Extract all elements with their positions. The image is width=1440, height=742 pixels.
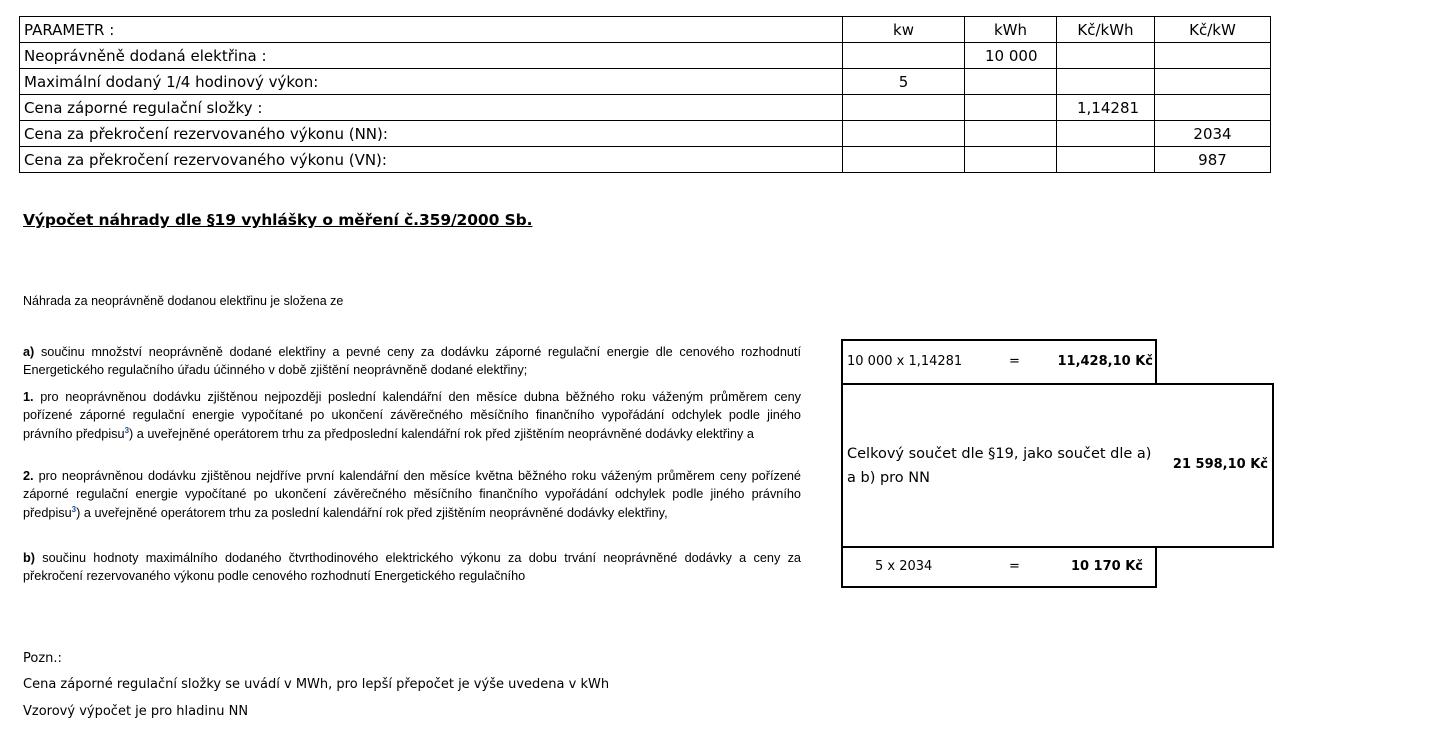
paragraph-2: [23, 467, 801, 522]
cell-kw: [843, 147, 965, 173]
cell-kw: [843, 95, 965, 121]
cell-kc-kwh: [1057, 43, 1155, 69]
note-title: Pozn.:: [23, 651, 62, 666]
calc-box-a: [841, 339, 1157, 385]
cell-kw: [843, 43, 965, 69]
note-line-2: Vzorový výpočet je pro hladinu NN: [23, 704, 249, 719]
paragraph-a: [23, 343, 801, 380]
calc-a-result: 11,428,10 Kč: [1057, 354, 1153, 369]
row-label: Cena za překročení rezervovaného výkonu (VN):: [20, 147, 843, 173]
cell-kc-kw: 2034: [1155, 121, 1271, 147]
table-row: [20, 147, 1271, 173]
calc-b-equals: =: [1009, 559, 1020, 574]
footnote-ref-1: 3: [124, 425, 130, 435]
text-b: součinu hodnoty maximálního dodaného čtvrthodinového elektrického výkonu za dobu trvání neoprávněné dodávky a ceny za překročení rezervovaného výkonu podle cenového rozhodnutí Energetického regulačního: [23, 551, 801, 584]
header-parametr: PARAMETR :: [20, 17, 843, 43]
label-b: b): [23, 551, 35, 565]
calc-b-expression: 5 x 2034: [875, 559, 933, 574]
total-box: [841, 383, 1274, 548]
table-row: [20, 69, 1271, 95]
calc-a-expression: 10 000 x 1,14281: [847, 354, 963, 369]
row-label: Neoprávněně dodaná elektřina :: [20, 43, 843, 69]
table-row: [20, 95, 1271, 121]
text-1-tail: ) a uveřejněné operátorem trhu za předposlední kalendářní rok před zjištěním neoprávněné dodávky elektřiny a: [129, 426, 754, 441]
cell-kwh: [965, 95, 1057, 121]
label-2: 2.: [23, 469, 34, 483]
text-2: pro neoprávněnou dodávku zjištěnou nejdříve první kalendářní den měsíce května běžného roku váženým průměrem ceny pořízené záporné regulační energie vypočítané po ukončení závěrečného měsíčního finančního vypořádání odchylek podle jiného právního předpisu: [23, 469, 801, 520]
cell-kc-kw: [1155, 43, 1271, 69]
text-2-tail: ) a uveřejněné operátorem trhu za poslední kalendářní rok před zjištěním neoprávněné dodávky elektřiny,: [76, 505, 668, 520]
section-heading: Výpočet náhrady dle §19 vyhlášky o měření č.359/2000 Sb.: [23, 211, 533, 229]
row-label: Maximální dodaný 1/4 hodinový výkon:: [20, 69, 843, 95]
calc-box-b: [841, 546, 1157, 588]
table-row: [20, 43, 1271, 69]
header-kc-kwh: Kč/kWh: [1057, 17, 1155, 43]
paragraph-b: [23, 549, 801, 586]
header-kw: kw: [843, 17, 965, 43]
table-header-row: [20, 17, 1271, 43]
header-kwh: kWh: [965, 17, 1057, 43]
header-kc-kw: Kč/kW: [1155, 17, 1271, 43]
calc-a-equals: =: [1009, 354, 1020, 369]
total-label: Celkový součet dle §19, jako součet dle a) a b) pro NN: [847, 446, 1152, 486]
calc-b-result: 10 170 Kč: [1070, 559, 1143, 574]
cell-kwh: [965, 121, 1057, 147]
table-row: [20, 121, 1271, 147]
intro-text: Náhrada za neoprávněně dodanou elektřinu je složena ze: [23, 294, 344, 308]
parameter-table: [19, 16, 1271, 173]
cell-kc-kwh: 1,14281: [1057, 95, 1155, 121]
cell-kwh: 10 000: [965, 43, 1057, 69]
row-label: Cena za překročení rezervovaného výkonu (NN):: [20, 121, 843, 147]
label-1: 1.: [23, 390, 34, 404]
paragraph-1: [23, 388, 801, 443]
row-label: Cena záporné regulační složky :: [20, 95, 843, 121]
text-a: součinu množství neoprávněně dodané elektřiny a pevné ceny za dodávku záporné regulační energie dle cenového rozhodnutí Energetického regulačního úřadu účinného v době zjištění neoprávněně dodané elektřiny;: [23, 345, 801, 378]
text-1: pro neoprávněnou dodávku zjištěnou nejpozději poslední kalendářní den měsíce dubna běžného roku váženým průměrem ceny pořízené záporné regulační energie vypočítané po ukončení závěrečného měsíčního finančního vypořádání odchylek podle jiného právního předpisu: [23, 390, 801, 441]
label-a: a): [23, 345, 35, 359]
cell-kc-kw: [1155, 69, 1271, 95]
cell-kwh: [965, 69, 1057, 95]
cell-kwh: [965, 147, 1057, 173]
cell-kw: [843, 121, 965, 147]
cell-kc-kwh: [1057, 121, 1155, 147]
footnote-ref-2: 3: [71, 504, 77, 514]
cell-kc-kwh: [1057, 147, 1155, 173]
total-value: 21 598,10 Kč: [1172, 457, 1268, 472]
cell-kc-kwh: [1057, 69, 1155, 95]
cell-kc-kw: [1155, 95, 1271, 121]
note-line-1: Cena záporné regulační složky se uvádí v MWh, pro lepší přepočet je výše uvedena v kWh: [23, 677, 610, 692]
cell-kc-kw: 987: [1155, 147, 1271, 173]
cell-kw: 5: [843, 69, 965, 95]
